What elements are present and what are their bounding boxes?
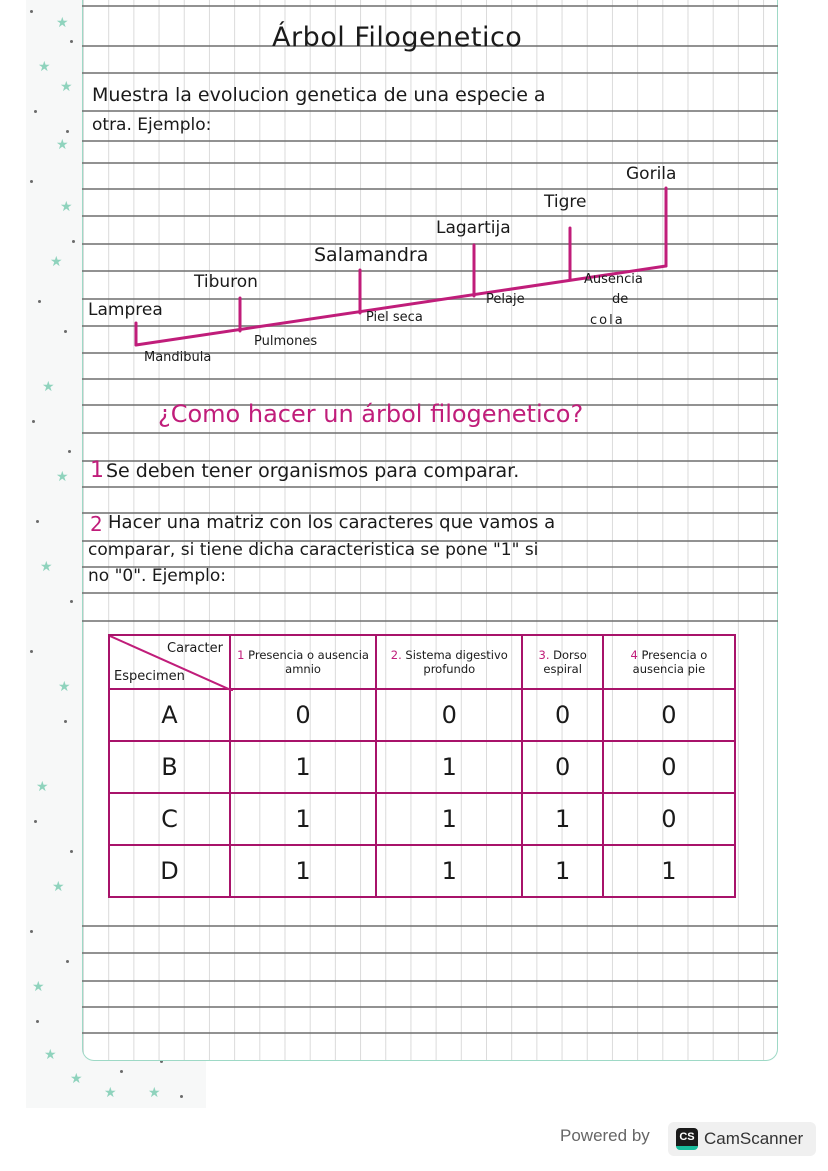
star-icon: ★: [32, 979, 45, 995]
step-1-number: 1: [90, 458, 104, 483]
star-icon: ★: [56, 137, 69, 153]
page-title: Árbol Filogenetico: [272, 22, 523, 53]
phylogenetic-tree-lines: [0, 0, 828, 400]
matrix-cell: 0: [522, 689, 602, 741]
star-icon: ★: [52, 879, 65, 895]
matrix-cell: 0: [376, 689, 522, 741]
matrix-cell: 1: [603, 845, 735, 897]
species-tigre: Tigre: [544, 192, 587, 212]
star-icon: ★: [38, 59, 51, 75]
matrix-row-a: [109, 689, 735, 741]
corner-especimen-label: Especimen: [114, 669, 185, 684]
matrix-cell: 0: [603, 793, 735, 845]
matrix-cell: 0: [230, 689, 376, 741]
trait-ausencia: Ausencia: [584, 272, 643, 287]
section-question: ¿Como hacer un árbol filogenetico?: [158, 400, 584, 428]
matrix-cell: 0: [603, 741, 735, 793]
star-icon: ★: [42, 379, 55, 395]
star-icon: ★: [40, 559, 53, 575]
camscanner-logo-icon: CS: [676, 1128, 698, 1150]
step-1-text: Se deben tener organismos para comparar.: [106, 460, 520, 482]
star-icon: ★: [104, 1085, 117, 1101]
camscanner-badge[interactable]: [668, 1122, 816, 1156]
star-icon: ★: [56, 469, 69, 485]
star-icon: ★: [148, 1085, 161, 1101]
column-header-2: 2. Sistema digestivo profundo: [376, 635, 522, 689]
column-header-4: 4 Presencia o ausencia pie: [603, 635, 735, 689]
matrix-cell: 0: [522, 741, 602, 793]
matrix-cell: 1: [376, 845, 522, 897]
star-icon: ★: [56, 15, 69, 31]
species-lamprea: Lamprea: [88, 300, 163, 320]
trait-de: de: [612, 292, 629, 307]
star-icon: ★: [50, 254, 63, 270]
step-2-line-1: Hacer una matriz con los caracteres que vamos a: [108, 512, 556, 533]
trait-cola: cola: [590, 313, 625, 328]
species-tiburon: Tiburon: [194, 272, 258, 292]
definition-line-2: otra. Ejemplo:: [92, 115, 212, 135]
species-salamandra: Salamandra: [314, 244, 429, 266]
matrix-cell: 1: [230, 741, 376, 793]
row-label: A: [109, 689, 230, 741]
column-header-1: 1 Presencia o ausencia amnio: [230, 635, 376, 689]
matrix-row-d: [109, 845, 735, 897]
column-header-3: 3. Dorso espiral: [522, 635, 602, 689]
trait-mandibula: Mandibula: [144, 350, 212, 365]
star-icon: ★: [58, 679, 71, 695]
species-lagartija: Lagartija: [436, 218, 511, 238]
star-icon: ★: [44, 1047, 57, 1063]
step-2-line-3: no "0". Ejemplo:: [88, 566, 226, 586]
row-label: C: [109, 793, 230, 845]
matrix-cell: 0: [603, 689, 735, 741]
row-label: D: [109, 845, 230, 897]
star-icon: ★: [60, 199, 73, 215]
matrix-cell: 1: [522, 793, 602, 845]
powered-by-text: Powered by: [560, 1126, 650, 1145]
trait-piel-seca: Piel seca: [366, 310, 423, 325]
step-2-number: 2: [90, 512, 103, 536]
species-gorila: Gorila: [626, 164, 677, 184]
camscanner-brand-label: CamScanner: [704, 1129, 804, 1148]
matrix-row-c: [109, 793, 735, 845]
matrix-row-b: [109, 741, 735, 793]
character-matrix: [108, 634, 736, 898]
trait-pelaje: Pelaje: [486, 292, 525, 307]
star-icon: ★: [36, 779, 49, 795]
star-icon: ★: [60, 79, 73, 95]
matrix-corner-cell: [109, 635, 230, 689]
matrix-cell: 1: [376, 793, 522, 845]
definition-line-1: Muestra la evolucion genetica de una especie a: [92, 84, 546, 106]
matrix-cell: 1: [522, 845, 602, 897]
row-label: B: [109, 741, 230, 793]
matrix-header-row: [109, 635, 735, 689]
matrix-cell: 1: [376, 741, 522, 793]
corner-caracter-label: Caracter: [167, 641, 223, 656]
star-icon: ★: [70, 1071, 83, 1087]
step-2-line-2: comparar, si tiene dicha caracteristica se pone "1" si: [88, 540, 539, 560]
matrix-cell: 1: [230, 793, 376, 845]
matrix-cell: 1: [230, 845, 376, 897]
trait-pulmones: Pulmones: [254, 334, 318, 349]
